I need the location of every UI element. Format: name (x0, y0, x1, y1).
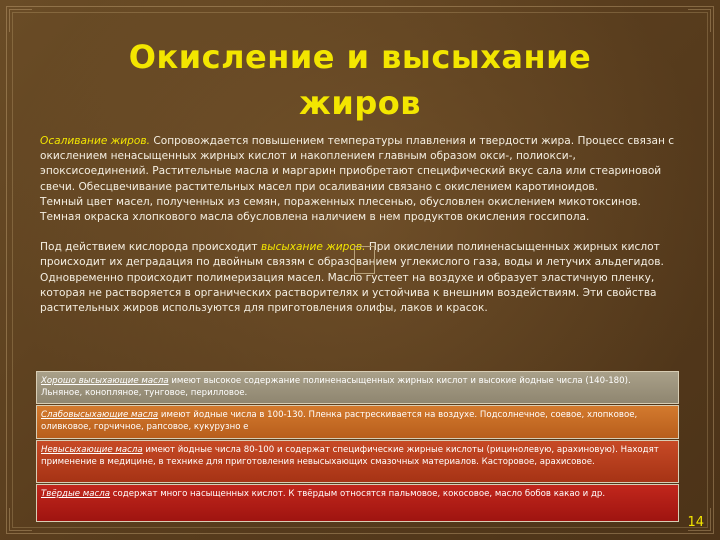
paragraph-dark-oils: Темный цвет масел, полученных из семян, пораженных плесенью, обусловлен окислением микотоксинов. Темная окраска хлопкового масла обусловлена наличием в нем продуктов окисления госсипола. (40, 195, 641, 224)
card-solid-oils (36, 484, 679, 522)
card-text: имеют высокое содержание полиненасыщенных жирных кислот и высокие йодные числа (140-180). Льняное, конопляное, тунговое, перилловое. (41, 376, 631, 399)
card-well-drying-oils (36, 371, 679, 404)
card-lead: Слабовысыхающие масла (41, 410, 159, 420)
card-non-drying-oils (36, 440, 679, 483)
card-semi-drying-oils (36, 405, 679, 439)
card-text: имеют йодные числа в 100-130. Пленка растрескивается на воздухе. Подсолнечное, соевое, хлопковое, оливковое, горчичное, рапсовое, кукурузно е (41, 410, 638, 433)
paragraph-drying-pre: Под действием кислорода происходит (40, 241, 261, 254)
page-number: 14 (687, 515, 704, 530)
paragraph-oxidation-text: Сопровождается повышением температуры плавления и твердости жира. Процесс связан с окислением ненасыщенных жирных кислот и накоплением главным образом окси-, полиокси-, эпоксисоединений. Растительные масла и маргарин приобретают специфический вкус сала или стеариновой свечи. Обесцвечивание растительных масел при осаливании связано с окислением каротиноидов. (40, 135, 675, 193)
paragraph-gap (40, 225, 685, 240)
slide-title (40, 34, 680, 126)
slide-title-line1: Окисление и высыхание (128, 38, 592, 76)
paragraph-drying-post: При окислении полиненасыщенных жирных кислот происходит их деградация по двойным связям с образованием углекислого газа, воды и летучих альдегидов. Одновременно происходит полимеризация масел. Масло густеет на воздухе и образует эластичную пленку, которая не растворяется в органических растворителях и устойчива к внешним воздействиям. Эти свойства растительных жиров используются для приготовления олифы, лаков и красок. (40, 241, 664, 315)
card-lead: Твёрдые масла (41, 489, 111, 499)
card-lead: Хорошо высыхающие масла (41, 376, 169, 386)
card-lead: Невысыхающие масла (41, 445, 143, 455)
paragraph-oxidation-lead: Осаливание жиров. (40, 135, 150, 147)
image-placeholder-icon (354, 246, 375, 274)
card-text: содержат много насыщенных кислот. К твёрдым относятся пальмовое, кокосовое, масло бобов какао и др. (110, 489, 606, 499)
paragraph-oxidation (40, 134, 685, 195)
slide-title-line2: жиров (299, 84, 421, 122)
card-text: имеют йодные числа 80-100 и содержат специфические жирные кислоты (рицинолевую, арахиновую). Находят применение в медицине, в технике для приготовления невысыхающих смазочных материалов. Касторовое, арахисовое. (41, 445, 659, 468)
paragraph-drying-highlight: высыхание жиров. (260, 241, 366, 254)
body-text (40, 134, 685, 316)
